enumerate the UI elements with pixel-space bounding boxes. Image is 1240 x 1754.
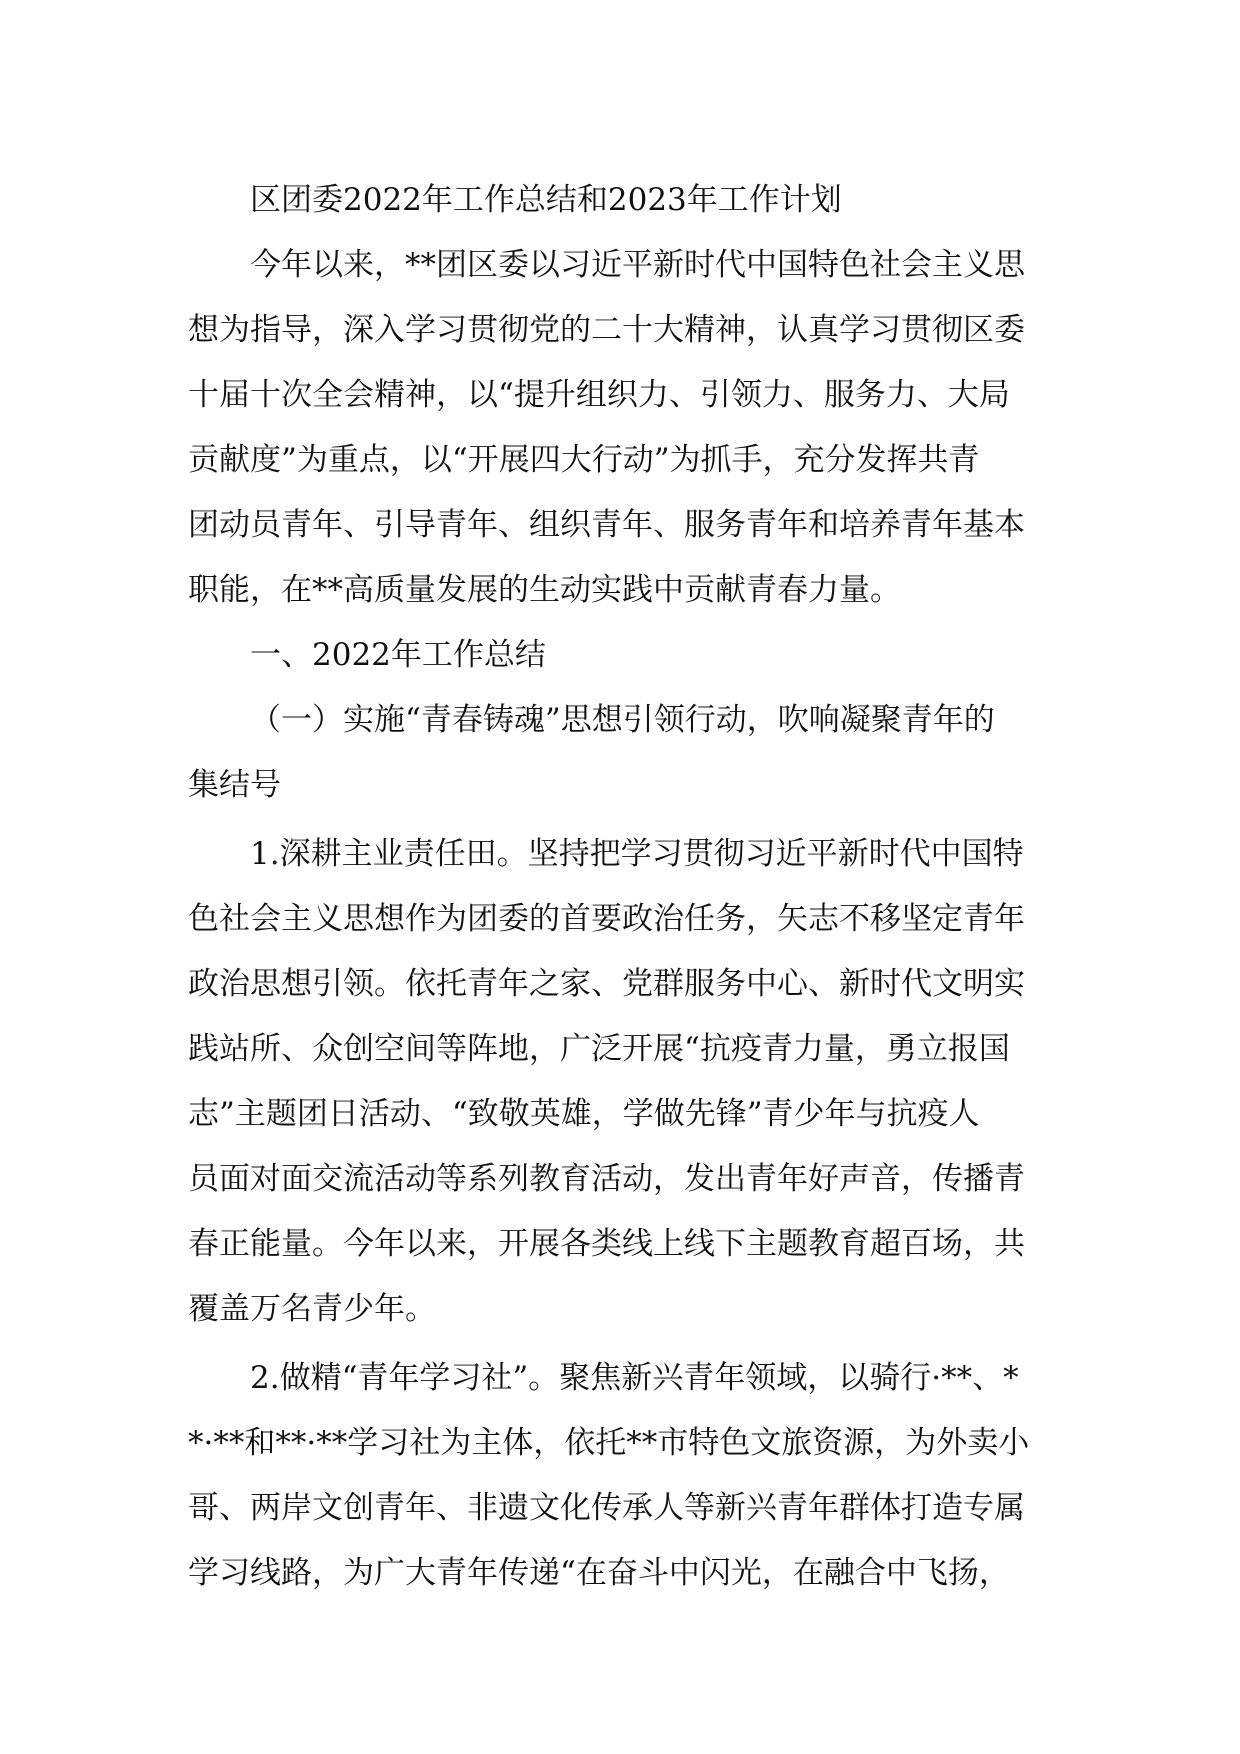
paragraph-line: 志”主题团日活动、“致敬英雄，学做先锋”青少年与抗疫人: [188, 1096, 980, 1132]
paragraph-line: 2.做精“青年学习社”。聚焦新兴青年领域，以骑行·**、*: [250, 1360, 1019, 1396]
paragraph-line: 春正能量。今年以来，开展各类线上线下主题教育超百场，共: [188, 1226, 1025, 1262]
paragraph-line: 团动员青年、引导青年、组织青年、服务青年和培养青年基本: [188, 507, 1025, 543]
paragraph-line: 覆盖万名青少年。: [188, 1291, 436, 1327]
document-title: 区团委2022年工作总结和2023年工作计划: [250, 182, 842, 218]
section-heading: 一、2022年工作总结: [250, 637, 546, 673]
paragraph-line: 十届十次全会精神，以“提升组织力、引领力、服务力、大局: [188, 377, 1010, 413]
paragraph-line: 职能，在**高质量发展的生动实践中贡献青春力量。: [188, 572, 901, 608]
subsection-heading: 集结号: [188, 767, 281, 803]
paragraph-line: 贡献度”为重点，以“开展四大行动”为抓手，充分发挥共青: [188, 442, 980, 478]
paragraph-line: *·**和**·**学习社为主体，依托**市特色文旅资源，为外卖小: [188, 1425, 1030, 1461]
paragraph-line: 哥、两岸文创青年、非遗文化传承人等新兴青年群体打造专属: [188, 1490, 1025, 1526]
paragraph-line: 践站所、众创空间等阵地，广泛开展“抗疫青力量，勇立报国: [188, 1031, 1010, 1067]
paragraph-line: 员面对面交流活动等系列教育活动，发出青年好声音，传播青: [188, 1161, 1025, 1197]
paragraph-line: 色社会主义思想作为团委的首要政治任务，矢志不移坚定青年: [188, 901, 1025, 937]
document-body: [188, 168, 1052, 1606]
paragraph-line: 政治思想引领。依托青年之家、党群服务中心、新时代文明实: [188, 966, 1025, 1002]
paragraph-line: 学习线路，为广大青年传递“在奋斗中闪光，在融合中飞扬，: [188, 1555, 1010, 1591]
paragraph-line: 想为指导，深入学习贯彻党的二十大精神，认真学习贯彻区委: [188, 312, 1025, 348]
paragraph-line: 1.深耕主业责任田。坚持把学习贯彻习近平新时代中国特: [250, 836, 1024, 872]
subsection-heading: （一）实施“青春铸魂”思想引领行动，吹响凝聚青年的: [250, 702, 995, 738]
paragraph-line: 今年以来，**团区委以习近平新时代中国特色社会主义思: [250, 247, 1025, 283]
